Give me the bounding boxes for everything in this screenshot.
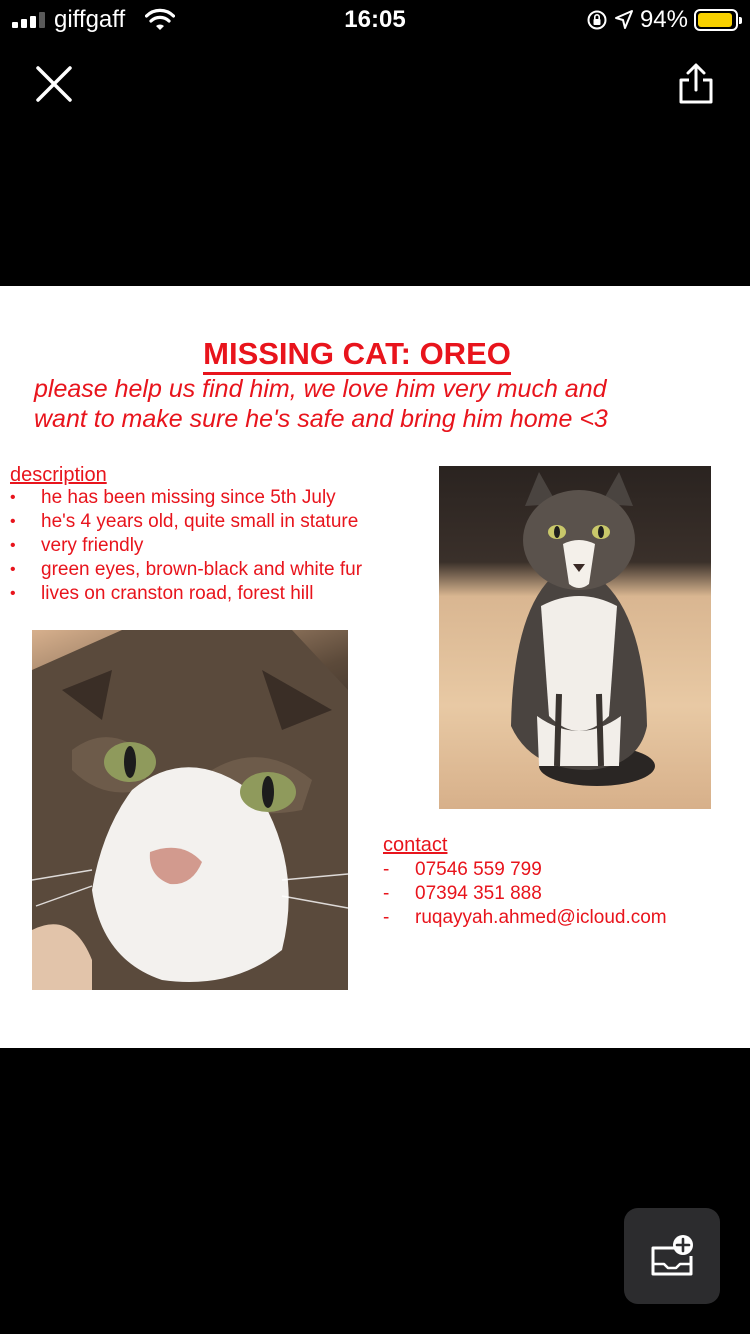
- share-icon[interactable]: [672, 60, 720, 108]
- add-message-button[interactable]: [624, 1208, 720, 1304]
- missing-cat-poster: [0, 286, 750, 1048]
- contact-phone-2: - 07394 351 888: [383, 882, 667, 906]
- message-add-icon: [624, 1208, 720, 1304]
- contact-email: - ruqayyah.ahmed@icloud.com: [383, 906, 667, 930]
- contact-list: [383, 858, 667, 930]
- carrier-name: giffgaff: [54, 6, 126, 33]
- location-arrow-icon: [614, 9, 634, 31]
- status-right: [586, 6, 738, 34]
- description-item: • he has been missing since 5th July: [10, 486, 362, 510]
- poster-subtitle-line: want to make sure he's safe and bring him home <3: [34, 405, 608, 433]
- description-item: • he's 4 years old, quite small in stature: [10, 510, 362, 534]
- orientation-lock-icon: [586, 9, 608, 31]
- poster-title: [0, 336, 714, 372]
- close-icon[interactable]: [32, 62, 76, 106]
- clock: 16:05: [344, 6, 406, 33]
- battery-percent: 94%: [639, 6, 688, 33]
- cat-face-photo: [32, 630, 348, 990]
- status-bar: [0, 0, 750, 40]
- description-heading: description: [10, 464, 107, 486]
- description-list: [10, 486, 362, 606]
- cat-sitting-photo: [439, 466, 711, 809]
- description-item: • green eyes, brown-black and white fur: [10, 558, 362, 582]
- poster-subtitle: [34, 374, 694, 434]
- description-item: • lives on cranston road, forest hill: [10, 582, 362, 606]
- contact-heading: contact: [383, 834, 448, 856]
- poster-subtitle-line: please help us find him, we love him very much and: [34, 375, 607, 403]
- poster-title-text: MISSING CAT: OREO: [203, 336, 511, 375]
- description-item: • very friendly: [10, 534, 362, 558]
- contact-phone-1: - 07546 559 799: [383, 858, 667, 882]
- battery-icon: [694, 9, 738, 31]
